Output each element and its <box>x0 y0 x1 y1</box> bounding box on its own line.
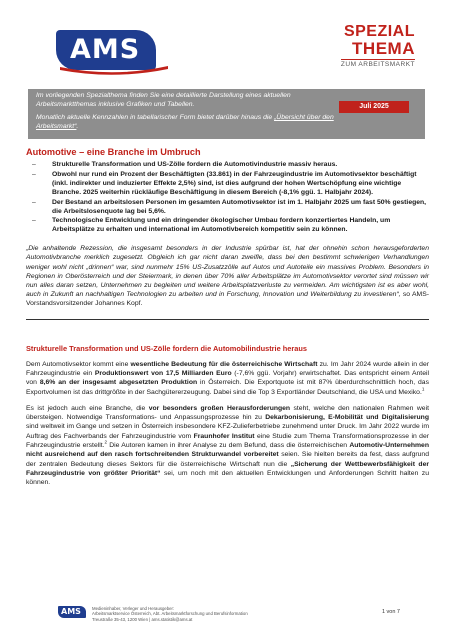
paragraph-1: Dem Automotivsektor kommt eine wesentliche Bedeutung für die österreichische Wirtschaft zu. Im Jahr 2024 wurde allein in der Fahrzeugindustrie ein Produktionswert von 17,5 Milliarden Euro (-7,6% ggü. Vorjahr) erwirtschaftet. Das entspricht einem Anteil von 8,6% an der insgesamt abgesetzten Produktion in Österreich. Die Exportquote ist mit 87% überdurchschnittlich hoch, das Exportvolumen ist das drittgrößte in der Sachgütererzeugung. Dabei sind die Top 3 Exportländer Deutschland, die USA und Mexiko.$^1$ <box>26 360 430 396</box>
paragraph-2: Es ist jedoch auch eine Branche, die vor besonders großen Herausforderungen steht, welche den nationalen Rahmen weit übersteigen. Notwendige Transformations- und Anpassungsprozesse hin zu Dekarbonisierung, E-Mobilität und Digitalisierung sind weltweit im Gange und setzen in Österreich insbesondere KFZ-Zulieferbetriebe zunehmend unter Druck. Im Jahr 2022 wurde im Auftrag des Fachverbands der Fahrzeugindustrie vom Fraunhofer Institut eine Studie zum Thema Transformationsprozesse in der Fahrzeugindustrie erstellt.$^2$ Die Autoren kamen in ihrer Analyse zu dem Befund, dass die österreichischen Automotiv-Unternehmen nicht ausreichend auf den rasch fortschreitenden Strukturwandel vorbereitet seien. Sie hielten bereits da fest, dass aufgrund der zentralen Bedeutung dieses Sektors für die österreichische Wirtschaft nun die „Sicherung der Wettbewerbsfähigkeit der Fahrzeugindustrie von größter Priorität“ sei, um noch mit den aktuellen Entwicklungen und Anforderungen Schritt halten zu können. <box>26 404 430 487</box>
article-body <box>26 147 429 488</box>
logo-swoosh-icon <box>60 64 168 76</box>
overview-link[interactable]: „Übersicht über den Arbeitsmarkt“ <box>36 114 334 130</box>
page-number: 1 von 7 <box>381 609 400 615</box>
footnote-ref[interactable]: 1 <box>421 386 425 392</box>
spezial-thema-mark: SPEZIAL THEMA ZUM ARBEITSMARKT <box>340 23 415 68</box>
page-footer <box>0 602 453 640</box>
section-heading: Strukturelle Transformation und US-Zölle fordern die Automobilindustrie heraus <box>26 343 308 353</box>
footer-ams-logo: AMS <box>58 606 88 622</box>
banner-intro-text: Im vorliegenden Spezialthema finden Sie eine detaillierte Darstellung eines aktuellen Arbeitsmarktthemas inklusive Grafiken und Tabellen. <box>36 92 291 108</box>
key-points-list <box>26 161 429 235</box>
section-divider <box>26 319 429 320</box>
key-point: – Technologische Entwicklung und ein dringender ökologischer Umbau fordern konzertiertes Handeln, um Arbeitsplätze zu erhalten und international im Automotivbereich kompetitiv sein zu können. <box>26 217 429 235</box>
ceo-quote: „Die anhaltende Rezession, die insgesamt besonders in der Industrie spürbar ist, hat der ohnehin schon herausgeforderten Automotivbranche merklich zugesetzt. Obgleich ich gar nicht daran zweifle, dass bei den bestimmt schwierigen Verhandlungen weniger wohl nicht „drinnen“ war, sind nunmehr 15% US-Zusatzzölle auf Autos und Autoteile ein massives Problem. Besonders in Regionen in Oberösterreich und der Steiermark, in denen über 70% aller Arbeitsplätze im Automotivsektor verortet sind müssen wir nun alles daran setzen, Unternehmen zu begleiten und weitere Arbeitsplatzverluste zu vermeiden. Am wichtigsten ist es aber wohl, auch in Zukunft an nachhaltigen Technologien zu arbeiten und in Forschung, Innovation und Weiterbildung zu investieren“, so AMS-Vorstandsvorsitzender Johannes Kopf. <box>26 245 430 308</box>
key-point: – Strukturelle Transformation und US-Zölle fordern die Automotivindustrie massiv heraus. <box>26 161 429 170</box>
key-point: – Der Bestand an arbeitslosen Personen im gesamten Automotivsektor ist im 1. Halbjahr 2025 um fast 50% gestiegen, die Arbeitslosenquote lag bei 5,6%. <box>26 199 429 217</box>
key-point: – Obwohl nur rund ein Prozent der Beschäftigten (33.861) in der Fahrzeugindustrie im Automotivsektor beschäftigt (inkl. indirekter und induzierter Effekte 2,5%) sind, ist dies aufgrund der hohen Wertschöpfung eine wichtige Branche. 2025 weiterhin rückläufige Beschäftigung in diesem Bereich (-8,1% ggü. 1. Halbjahr 2024). <box>26 171 429 198</box>
ams-logo <box>56 26 168 80</box>
footnote-ref[interactable]: 2 <box>104 439 108 445</box>
ams-logo-text: AMS <box>70 34 141 65</box>
issue-date-badge: Juli 2025 <box>339 101 409 113</box>
article-title: Automotive – eine Branche im Umbruch <box>26 147 201 157</box>
intro-banner: Im vorliegenden Spezialthema finden Sie eine detaillierte Darstellung eines aktuellen Arbeitsmarktthemas inklusive Grafiken und Tabellen. Monatlich aktuelle Kennzahlen in tabellarischer Form bietet darüber hinaus die „Übersicht über den Arbeitsmarkt“. Juli 2025 <box>28 89 425 139</box>
publisher-info: Medieninhaber, Verleger und Herausgeber: Arbeitsmarktservice Österreich, Abt. Arbeitsmarktforschung und Berufsinformation Treustraße 35-43, 1200 Wien | ams.statistik@ams.at <box>92 606 248 622</box>
